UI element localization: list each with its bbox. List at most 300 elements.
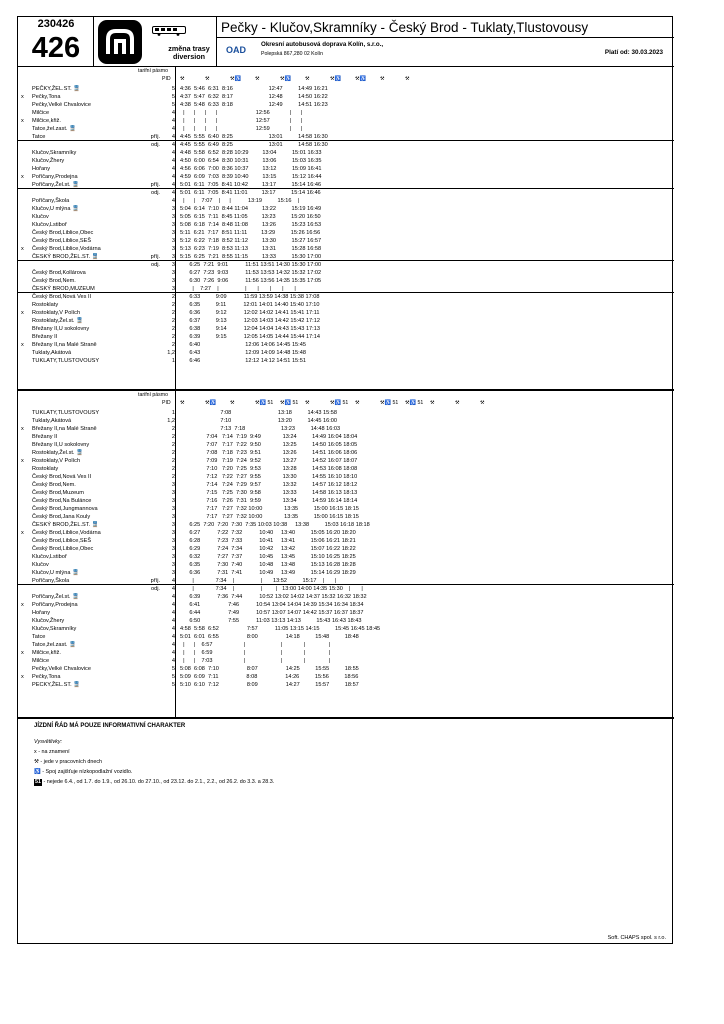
- departure-times: 5:05 6:15 7:11 8:45 11:05 13:23 15:20 16:50: [180, 214, 321, 220]
- departure-times: 4:45 5:55 6:40 8:25 13:01 14:58 16:30: [180, 134, 328, 140]
- column-symbol: ⚒: [305, 400, 310, 406]
- departure-times: 5:01 6:11 7:05 8:41 10:42 13:17 15:14 16:46: [180, 182, 322, 188]
- departure-times: 5:12 6:22 7:18 8:52 11:12 13:30 15:27 16:57: [180, 238, 322, 244]
- timetable-row: [18, 197, 674, 205]
- note-51-text: - nejede 6.4., od 1.7. do 1.9., od 26.10. do 27.10., od 23.12. do 2.1., 2.2., od 26.2. do 3.3. a 28.3.: [43, 779, 275, 785]
- arrival-departure-label: odj.: [150, 586, 160, 592]
- arrival-departure-label: příj.: [150, 254, 160, 260]
- request-stop-mark: x: [21, 246, 24, 252]
- tariff-zone: 4: [171, 634, 175, 640]
- timetable-row: [18, 633, 674, 641]
- stop-name: Tuklaty,Akátová: [32, 418, 72, 424]
- stop-name: Český Brod,Kollárova: [32, 270, 86, 276]
- timetable-row: [18, 349, 674, 357]
- timetable-row: [18, 577, 674, 585]
- legend-title: Vysvětlivky:: [34, 739, 63, 745]
- stop-name: Milčice,křiž.: [32, 118, 61, 124]
- stop-name: Český Brod,Liblice,Obec: [32, 546, 94, 552]
- timetable-row: [18, 85, 674, 93]
- request-stop-mark: x: [21, 310, 24, 316]
- timetable-row: [18, 465, 674, 473]
- tariff-zone: 3: [171, 514, 175, 520]
- departure-times: 7:10 13:20 14:45 16:00: [180, 418, 338, 424]
- request-stop-mark: x: [21, 342, 24, 348]
- tariff-zone: 3: [171, 262, 175, 268]
- tariff-zone: 2: [171, 334, 175, 340]
- stop-name: Poříčany,Škola: [32, 578, 70, 584]
- tariff-zone: 5: [171, 674, 175, 680]
- tariff-zone: 4: [171, 174, 175, 180]
- tariff-zone: 4: [171, 642, 175, 648]
- change-text: změna trasy: [168, 44, 210, 53]
- timetable-row: [18, 625, 674, 633]
- departure-times: 6:43 12:09 14:09 14:48 15:48: [180, 350, 306, 356]
- request-stop-mark: x: [21, 602, 24, 608]
- line-code: 230426: [37, 18, 75, 30]
- departure-times: | | | | 12:59 | |: [180, 126, 303, 132]
- timetable-row: [18, 473, 674, 481]
- timetable-row: [18, 117, 674, 125]
- departure-times: 6:25 7:21 9:01 11:51 13:51 14:30 15:30 17:00: [180, 262, 322, 268]
- column-symbol: ⚒: [230, 400, 235, 406]
- departure-times: 6:27 7:23 9:03 11:53 13:53 14:32 15:32 17:02: [180, 270, 322, 276]
- request-stop-mark: x: [21, 426, 24, 432]
- arrival-departure-label: příj.: [150, 182, 160, 188]
- timetable-row: [18, 229, 674, 237]
- tariff-zone: 4: [171, 578, 175, 584]
- departure-times: 6:32 7:27 7:37 10:45 13:45 15:10 16:25 18:25: [180, 554, 356, 560]
- stop-name: Klučov,Žhery: [32, 618, 65, 624]
- timetable-row: [18, 141, 674, 149]
- tariff-zone: 5: [171, 666, 175, 672]
- arrival-departure-label: odj.: [150, 262, 160, 268]
- departure-times: 7:16 7:26 7:31 9:59 13:34 14:59 16:14 18:14: [180, 498, 358, 504]
- departure-times: 6:33 9:09 11:59 13:59 14:38 15:38 17:08: [180, 294, 320, 300]
- tariff-zone: 4: [171, 126, 175, 132]
- tariff-zone: 2: [171, 466, 175, 472]
- tariff-zone: 3: [171, 538, 175, 544]
- stop-name: Pečky,Velké Chvalovice: [32, 102, 91, 108]
- departure-times: 6:37 9:13 12:03 14:03 14:42 15:42 17:12: [180, 318, 320, 324]
- column-symbol: ⚒♿: [355, 76, 367, 82]
- diversion-text: diversion: [173, 52, 205, 61]
- tariff-zone: 4: [171, 110, 175, 116]
- tariff-zone: 4: [171, 118, 175, 124]
- column-symbol: ⚒: [180, 76, 185, 82]
- tariff-zone: 4: [171, 158, 175, 164]
- stop-name: Tatce: [32, 634, 46, 640]
- timetable-row: [18, 665, 674, 673]
- timetable-row: [18, 325, 674, 333]
- column-symbol: ⚒: [455, 400, 460, 406]
- departure-times: 5:01 6:11 7:05 8:41 11:01 13:17 15:14 16:46: [180, 190, 321, 196]
- stop-name: PECKY,ŽEL.ST. 🚆: [32, 682, 81, 688]
- column-symbols: [180, 399, 505, 407]
- stop-name: Český Brod,Liblice,Vodárna: [32, 530, 101, 536]
- departure-times: 7:17 7:27 7:32 10:00 13:35 15:00 16:15 18:15: [180, 506, 359, 512]
- tariff-zone: 4: [171, 650, 175, 656]
- timetable-row: [18, 521, 674, 529]
- tariff-zone: 4: [171, 618, 175, 624]
- column-symbol: ⚒: [355, 400, 360, 406]
- tariff-zone: 2: [171, 450, 175, 456]
- operator-box: [216, 38, 674, 67]
- timetable-row: [18, 649, 674, 657]
- timetable-row: [18, 189, 674, 197]
- column-symbol: ⚒: [255, 76, 260, 82]
- software-credit: Soft. CHAPS spol. s r.o.: [607, 935, 666, 941]
- tariff-zone: 3: [171, 498, 175, 504]
- column-symbol: ⚒: [305, 76, 310, 82]
- timetable-row: [18, 149, 674, 157]
- timetable-row: [18, 505, 674, 513]
- stop-name: Český Brod,Jungmannova: [32, 506, 98, 512]
- stop-name: Český Brod,Nem.: [32, 482, 76, 488]
- stop-name: Klučov,Skramníky: [32, 150, 77, 156]
- departure-times: 6:38 9:14 12:04 14:04 14:43 15:43 17:13: [180, 326, 320, 332]
- departure-times: 7:09 7:19 7:24 9:52 13:27 14:52 16:07 18:07: [180, 458, 358, 464]
- departure-times: 7:14 7:24 7:29 9:57 13:32 14:57 16:12 18:12: [180, 482, 358, 488]
- departure-times: | | 6:59 | | | |: [180, 650, 331, 656]
- column-symbol: ⚒♿: [330, 76, 342, 82]
- departure-times: 6:29 7:24 7:34 10:42 13:42 15:07 16:22 18:22: [180, 546, 356, 552]
- departure-times: 6:36 7:31 7:41 10:49 13:49 15:14 16:29 18:29: [180, 570, 356, 576]
- tariff-zone: 4: [171, 166, 175, 172]
- stop-name: Český Brod,Liblice,SEŠ: [32, 538, 92, 544]
- legend-request-stop: x - na znamení: [34, 749, 70, 755]
- request-stop-mark: x: [21, 174, 24, 180]
- timetable-row: [18, 261, 674, 269]
- stop-name: Poříčany,Žel.st. 🚆: [32, 182, 79, 188]
- timetable-row: [18, 109, 674, 117]
- departure-times: 5:08 6:18 7:14 8:48 11:08 13:26 15:23 16:53: [180, 222, 322, 228]
- timetable-row: [18, 245, 674, 253]
- stop-name: Klučov,Žhery: [32, 158, 65, 164]
- departure-times: 7:08 13:18 14:43 15:58: [180, 410, 338, 416]
- tariff-zone: 4: [171, 198, 175, 204]
- timetable-row: [18, 489, 674, 497]
- timetable-row: [18, 333, 674, 341]
- tariff-zone: 4: [171, 626, 175, 632]
- timetable-sheet: [17, 16, 673, 944]
- timetable-header: [18, 17, 674, 67]
- departure-times: | | | | 12:56 | |: [180, 110, 303, 116]
- timetable-row: [18, 497, 674, 505]
- note-51-badge: 51: [35, 779, 41, 785]
- tariff-zone: 3: [171, 246, 175, 252]
- departure-times: 4:58 5:58 6:52 7:57 11:05 13:15 14:15 15:45 16:45 18:45: [180, 626, 381, 632]
- tariff-zone: 3: [171, 570, 175, 576]
- tariff-zone: 3: [171, 546, 175, 552]
- departure-times: 6:35 7:30 7:40 10:48 13:48 15:13 16:28 18:28: [180, 562, 356, 568]
- route-diversion-logo-icon: [98, 20, 142, 64]
- stop-name: Pečky,Tona: [32, 674, 61, 680]
- timetable-row: [18, 157, 674, 165]
- stop-name: Český Brod,Nová Ves II: [32, 294, 92, 300]
- timetable-row: [18, 101, 674, 109]
- departure-times: 7:10 7:20 7:25 9:53 13:28 14:53 16:08 18:08: [180, 466, 358, 472]
- timetable-row: [18, 449, 674, 457]
- stop-name: Klučov: [32, 214, 49, 220]
- departure-times: 6:35 9:11 12:01 14:01 14:40 15:40 17:10: [180, 302, 320, 308]
- column-symbol: ⚒: [205, 76, 210, 82]
- departure-times: 5:10 6:10 7:12 8:09 14:27 15:57 18:57: [180, 682, 359, 688]
- tariff-zone: 3: [171, 278, 175, 284]
- request-stop-mark: x: [21, 674, 24, 680]
- departure-times: | | | | 12:57 | |: [180, 118, 303, 124]
- timetable-row: [18, 213, 674, 221]
- timetable-row: [18, 293, 674, 301]
- timetable-row: [18, 165, 674, 173]
- timetable-row: [18, 417, 674, 425]
- tariff-zone: 3: [171, 562, 175, 568]
- column-symbols: [180, 75, 430, 83]
- column-symbol: ⚒: [380, 76, 385, 82]
- timetable-section-outbound: [18, 67, 674, 391]
- timetable-row: [18, 277, 674, 285]
- stop-name: Rostoklaty: [32, 302, 59, 308]
- departure-times: 7:07 7:17 7:22 9:50 13:25 14:50 16:05 18:05: [180, 442, 358, 448]
- stop-name: Český Brod,Nem.: [32, 278, 76, 284]
- tariff-zone: 3: [171, 230, 175, 236]
- arrival-departure-label: příj.: [150, 578, 160, 584]
- departure-times: 6:30 7:26 9:06 11:56 13:56 14:35 15:35 17:05: [180, 278, 322, 284]
- departure-times: 4:37 5:47 6:32 8:17 12:48 14:50 16:22: [180, 94, 328, 100]
- timetable-row: [18, 601, 674, 609]
- tariff-zone: 3: [171, 214, 175, 220]
- tariff-zone: 3: [171, 522, 175, 528]
- legend-wheelchair: ♿ - Spoj zajišťuje nízkopodlažní vozidlo.: [34, 769, 133, 775]
- departure-times: 4:56 6:06 7:00 8:36 10:37 13:12 15:09 16:41: [180, 166, 322, 172]
- departure-times: 4:45 5:55 6:49 8:25 13:01 14:58 16:30: [180, 142, 328, 148]
- departure-times: 6:46 12:12 14:12 14:51 15:51: [180, 358, 306, 364]
- tariff-zone: 2: [171, 474, 175, 480]
- departure-times: 6:25 7:20 7:20 7:30 7:35 10:03 10:38 13:38 15:03 16:18 18:18: [180, 522, 370, 528]
- tariff-zone: 2: [171, 318, 175, 324]
- column-symbol: ⚒♿: [230, 76, 242, 82]
- column-symbol: ⚒♿: [280, 76, 292, 82]
- timetable-row: [18, 609, 674, 617]
- stop-name: Pečky,Velké Chvalovice: [32, 666, 91, 672]
- column-symbol: ⚒: [480, 400, 485, 406]
- departure-times: 4:36 5:46 6:31 8:16 12:47 14:49 16:21: [180, 86, 328, 92]
- departure-times: 4:38 5:48 6:33 8:18 12:49 14:51 16:23: [180, 102, 328, 108]
- departure-times: 5:04 6:14 7:10 8:44 11:04 13:22 15:19 16:49: [180, 206, 322, 212]
- tariff-zone: 2: [171, 310, 175, 316]
- tariff-zone: 3: [171, 482, 175, 488]
- stop-name: PEČKY,ŽEL.ST. 🚆: [32, 86, 81, 92]
- timetable-row: [18, 561, 674, 569]
- stop-name: Rostoklaty,Žel.st. 🚆: [32, 318, 84, 324]
- stop-name: Český Brod,Liblice,SEŠ: [32, 238, 92, 244]
- tariff-zone: 3: [171, 270, 175, 276]
- timetable-row: [18, 93, 674, 101]
- departure-times: 6:40 12:06 14:06 14:45 15:45: [180, 342, 306, 348]
- tariff-zone: 3: [171, 490, 175, 496]
- stop-name: Klučov,Lstiboř: [32, 554, 67, 560]
- tariff-zone: 2: [171, 434, 175, 440]
- departure-times: | | 6:57 | | | |: [180, 642, 331, 648]
- stop-name: Rostoklaty,V Polích: [32, 310, 81, 316]
- timetable-row: [18, 537, 674, 545]
- column-symbol: ⚒♿ 51: [280, 400, 299, 406]
- stop-name: Český Brod,Na Bulánce: [32, 498, 92, 504]
- timetable-row: [18, 545, 674, 553]
- line-id-box: [18, 17, 94, 67]
- departure-times: | | 7:07 | | 13:19 15:16 |: [180, 198, 300, 204]
- request-stop-mark: x: [21, 458, 24, 464]
- stop-name: Hořany: [32, 610, 51, 616]
- tariff-zone: 4: [171, 142, 175, 148]
- stop-name: Český Brod,Nová Ves II: [32, 474, 92, 480]
- column-symbol: ⚒♿ 51: [330, 400, 349, 406]
- departure-times: 5:11 6:21 7:17 8:51 11:11 13:29 15:26 16:56: [180, 230, 321, 236]
- tariff-zone: 2: [171, 442, 175, 448]
- tariff-zone: 2: [171, 326, 175, 332]
- departure-times: 6:28 7:23 7:33 10:41 13:41 15:06 16:21 18:21: [180, 538, 356, 544]
- timetable-row: [18, 317, 674, 325]
- departure-times: 7:13 7:18 13:23 14:48 16:03: [180, 426, 341, 432]
- tariff-zone: 1: [171, 410, 175, 416]
- stop-name: Tuklaty,Akátová: [32, 350, 72, 356]
- arrival-departure-label: příj.: [150, 134, 160, 140]
- tariff-zone: 3: [171, 206, 175, 212]
- info-notice: JÍZDNÍ ŘÁD MÁ POUZE INFORMATIVNÍ CHARAKTER: [34, 723, 186, 729]
- request-stop-mark: x: [21, 530, 24, 536]
- departure-times: 6:41 7:46 10:54 13:04 14:04 14:39 15:34 16:34 18:34: [180, 602, 364, 608]
- departure-times: 4:48 5:58 6:52 8:28 10:29 13:04 15:01 16:33: [180, 150, 322, 156]
- stop-name: Rostoklaty,Žel.st. 🚆: [32, 450, 84, 456]
- tariff-zone: 3: [171, 506, 175, 512]
- tariff-zone: 2: [171, 294, 175, 300]
- tariff-zone: 1,2: [167, 350, 175, 356]
- timetable-row: [18, 301, 674, 309]
- stop-name: Břežany II,na Malé Straně: [32, 426, 97, 432]
- tariff-zone: 4: [171, 602, 175, 608]
- column-symbol: ⚒♿ 51: [405, 400, 424, 406]
- legend-workdays: ⚒ - jede v pracovních dnech: [34, 759, 103, 765]
- stop-name: TUKLATY,TLUSTOVOUSY: [32, 410, 100, 416]
- stop-name: Břežany II,U sokolovny: [32, 442, 90, 448]
- departure-times: 4:59 6:09 7:03 8:39 10:40 13:15 15:12 16:44: [180, 174, 322, 180]
- tariff-zone: 4: [171, 190, 175, 196]
- column-symbol: ⚒: [405, 76, 410, 82]
- departure-times: 7:08 7:18 7:23 9:51 13:26 14:51 16:06 18:06: [180, 450, 358, 456]
- tariff-zone: 3: [171, 222, 175, 228]
- stop-name: Milčice: [32, 658, 50, 664]
- departure-times: 5:09 6:09 7:11 8:08 14:26 15:56 18:56: [180, 674, 359, 680]
- departure-times: 5:01 6:01 6:55 8:00 14:18 15:48 18:48: [180, 634, 359, 640]
- bus-icon: [152, 23, 186, 33]
- tariff-zone: 2: [171, 302, 175, 308]
- tariff-zone: 4: [171, 594, 175, 600]
- stop-name: Břežany II: [32, 334, 58, 340]
- timetable-row: [18, 673, 674, 681]
- tariff-zone: 4: [171, 150, 175, 156]
- departure-times: 4:50 6:00 6:54 8:30 10:31 13:06 15:03 16:35: [180, 158, 322, 164]
- timetable-row: [18, 617, 674, 625]
- timetable-section-return: [18, 391, 674, 719]
- departure-times: 7:17 7:27 7:32 10:00 13:35 15:00 16:15 18:15: [180, 514, 359, 520]
- departure-times: 7:04 7:14 7:19 9:49 13:24 14:49 16:04 18:04: [180, 434, 358, 440]
- timetable-row: [18, 657, 674, 665]
- timetable-row: [18, 481, 674, 489]
- timetable-row: [18, 457, 674, 465]
- operator-logo: OAD: [226, 45, 246, 55]
- stop-name: ČESKÝ BROD,ŽEL.ST. 🚆: [32, 522, 99, 528]
- column-symbol: ⚒♿ 51: [255, 400, 274, 406]
- tariff-zone: 2: [171, 342, 175, 348]
- timetable-row: [18, 641, 674, 649]
- stop-name: Klučov: [32, 562, 49, 568]
- tariff-zone: 4: [171, 134, 175, 140]
- request-stop-mark: x: [21, 94, 24, 100]
- departure-times: | | 7:03 | | | |: [180, 658, 331, 664]
- departure-times: | 7:34 | | | 13:00 14:00 14:35 15:30 | |: [180, 586, 363, 592]
- timetable-row: [18, 253, 674, 261]
- stop-name: Český Brod,Liblice,Obec: [32, 230, 94, 236]
- departure-times: 7:12 7:22 7:27 9:55 13:30 14:55 16:10 18:10: [180, 474, 358, 480]
- stop-name: Břežany II: [32, 434, 58, 440]
- stop-name: Rostoklaty,V Polích: [32, 458, 81, 464]
- operator-name: Okresní autobusová doprava Kolín, s.r.o.,: [261, 41, 384, 48]
- tariff-zone: 3: [171, 530, 175, 536]
- stop-name: Český Brod,Liblice,Vodárna: [32, 246, 101, 252]
- tariff-zone: 2: [171, 458, 175, 464]
- departure-times: 6:36 9:12 12:02 14:02 14:41 15:41 17:11: [180, 310, 320, 316]
- tariff-zone: 3: [171, 238, 175, 244]
- tariff-zone: 3: [171, 554, 175, 560]
- column-symbol: ⚒: [180, 400, 185, 406]
- stop-name: TUKLATY,TLUSTOVOUSY: [32, 358, 100, 364]
- departure-times: 6:50 7:55 11:03 13:13 14:13 15:43 16:43 18:43: [180, 618, 362, 624]
- stop-name: Hořany: [32, 166, 51, 172]
- timetable-row: [18, 553, 674, 561]
- pid-label: PID: [162, 76, 171, 82]
- timetable-row: [18, 269, 674, 277]
- stop-name: Pečky,Tona: [32, 94, 61, 100]
- tariff-zone: 4: [171, 586, 175, 592]
- departure-times: | 7:27 | | | | | |: [180, 286, 296, 292]
- arrival-departure-label: odj.: [150, 142, 160, 148]
- operator-address: Polepská 867,280 02 Kolín: [261, 51, 324, 57]
- legend-note-51: [34, 778, 634, 786]
- timetable-row: [18, 569, 674, 577]
- timetable-row: [18, 181, 674, 189]
- timetable-row: [18, 133, 674, 141]
- stop-name: Milčice: [32, 110, 50, 116]
- tariff-zone: 5: [171, 102, 175, 108]
- tariff-zone: 5: [171, 682, 175, 688]
- timetable-row: [18, 173, 674, 181]
- departure-times: | 7:34 | | 13:52 15:17 | |: [180, 578, 337, 584]
- departure-times: 6:39 9:15 12:05 14:05 14:44 15:44 17:14: [180, 334, 320, 340]
- timetable-row: [18, 357, 674, 365]
- departure-times: 5:13 6:23 7:19 8:53 11:13 13:31 15:28 16:58: [180, 246, 322, 252]
- departure-times: 7:15 7:25 7:30 9:58 13:33 14:58 16:13 18:13: [180, 490, 358, 496]
- arrival-departure-label: odj.: [150, 190, 160, 196]
- timetable-row: [18, 681, 674, 689]
- timetable-row: [18, 425, 674, 433]
- stop-name: Klučov,U mlýna 🚆: [32, 206, 79, 212]
- departure-times: 5:08 6:08 7:10 8:07 14:25 15:55 18:55: [180, 666, 359, 672]
- departure-times: 6:44 7:49 10:57 13:07 14:07 14:42 15:37 16:37 18:37: [180, 610, 364, 616]
- stop-name: Poříčany,Prodejna: [32, 602, 78, 608]
- stop-name: ČESKÝ BROD,MUZEUM: [32, 286, 95, 292]
- timetable-row: [18, 125, 674, 133]
- timetable-row: [18, 341, 674, 349]
- stop-name: Rostoklaty: [32, 466, 59, 472]
